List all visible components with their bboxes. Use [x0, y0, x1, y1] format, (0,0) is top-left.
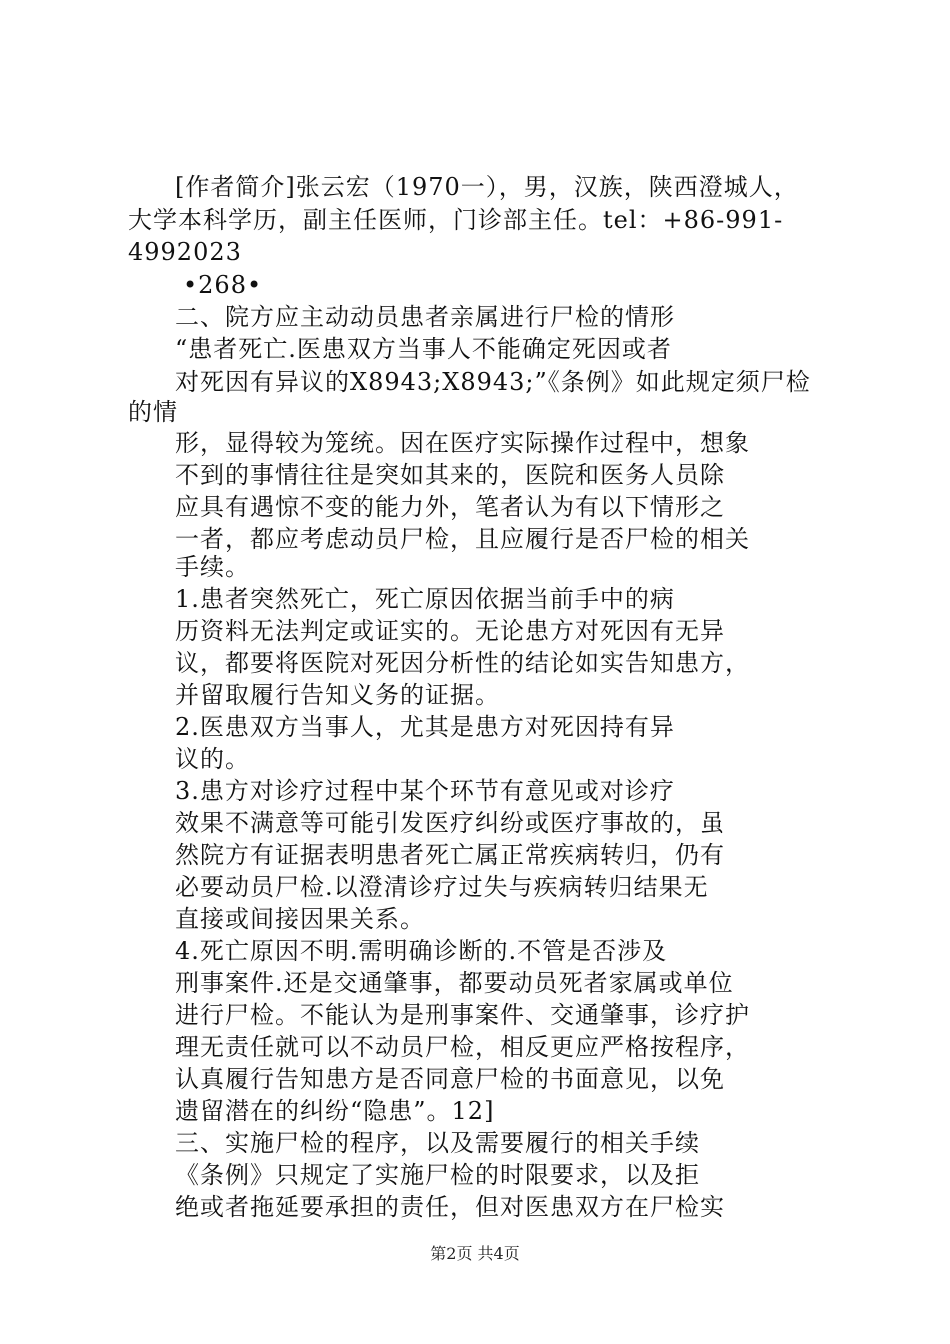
list-item-1: 1.患者突然死亡，死亡原因依据当前手中的病 [175, 585, 675, 613]
author-intro-line-1: [作者简介]张云宏（1970一），男，汉族，陕西澄城人， [175, 173, 799, 201]
text-line: 效果不满意等可能引发医疗纠纷或医疗事故的，虽 [175, 809, 725, 837]
text-line: 《条例》只规定了实施尸检的时限要求，以及拒 [175, 1161, 700, 1189]
text-line: 刑事案件.还是交通肇事，都要动员死者家属或单位 [175, 969, 734, 997]
list-item-4: 4.死亡原因不明.需明确诊断的.不管是否涉及 [175, 937, 668, 965]
text-line: 手续。 [175, 553, 250, 581]
author-intro-line-2: 大学本科学历，副主任医师，门诊部主任。tel：+86-991- [128, 206, 784, 234]
text-line: 历资料无法判定或证实的。无论患方对死因有无异 [175, 617, 725, 645]
list-item-2: 2.医患双方当事人，尤其是患方对死因持有异 [175, 713, 675, 741]
page-footer: 第2页 共4页 [430, 1244, 520, 1263]
list-item-3: 3.患方对诊疗过程中某个环节有意见或对诊疗 [175, 777, 675, 805]
text-line: 议，都要将医院对死因分析性的结论如实告知患方， [175, 649, 750, 677]
text-line: 不到的事情往往是突如其来的，医院和医务人员除 [175, 461, 725, 489]
page-marker: •268• [183, 271, 263, 299]
text-line: 然院方有证据表明患者死亡属正常疾病转归，仍有 [175, 841, 725, 869]
text-line: 必要动员尸检.以澄清诊疗过失与疾病转归结果无 [175, 873, 709, 901]
text-line: 并留取履行告知义务的证据。 [175, 681, 500, 709]
text-line: 遗留潜在的纠纷“隐患”。12] [175, 1097, 495, 1125]
text-line: 进行尸检。不能认为是刑事案件、交通肇事，诊疗护 [175, 1001, 750, 1029]
text-line: 绝或者拖延要承担的责任，但对医患双方在尸检实 [175, 1193, 725, 1221]
text-line: 应具有遇惊不变的能力外，笔者认为有以下情形之 [175, 493, 725, 521]
text-line: 的情 [128, 398, 178, 426]
section-heading-3: 三、实施尸检的程序，以及需要履行的相关手续 [175, 1129, 700, 1157]
text-line: “患者死亡.医患双方当事人不能确定死因或者 [175, 335, 672, 363]
text-line: 议的。 [175, 745, 250, 773]
text-line: 一者，都应考虑动员尸检，且应履行是否尸检的相关 [175, 525, 750, 553]
text-line: 对死因有异议的X8943;X8943;”《条例》如此规定须尸检 [175, 368, 811, 396]
section-heading-2: 二、院方应主动动员患者亲属进行尸检的情形 [175, 303, 675, 331]
text-line: 认真履行告知患方是否同意尸检的书面意见，以免 [175, 1065, 725, 1093]
text-line: 形，显得较为笼统。因在医疗实际操作过程中，想象 [175, 429, 750, 457]
author-intro-line-3: 4992023 [128, 238, 242, 266]
text-line: 直接或间接因果关系。 [175, 905, 425, 933]
text-line: 理无责任就可以不动员尸检，相反更应严格按程序， [175, 1033, 750, 1061]
